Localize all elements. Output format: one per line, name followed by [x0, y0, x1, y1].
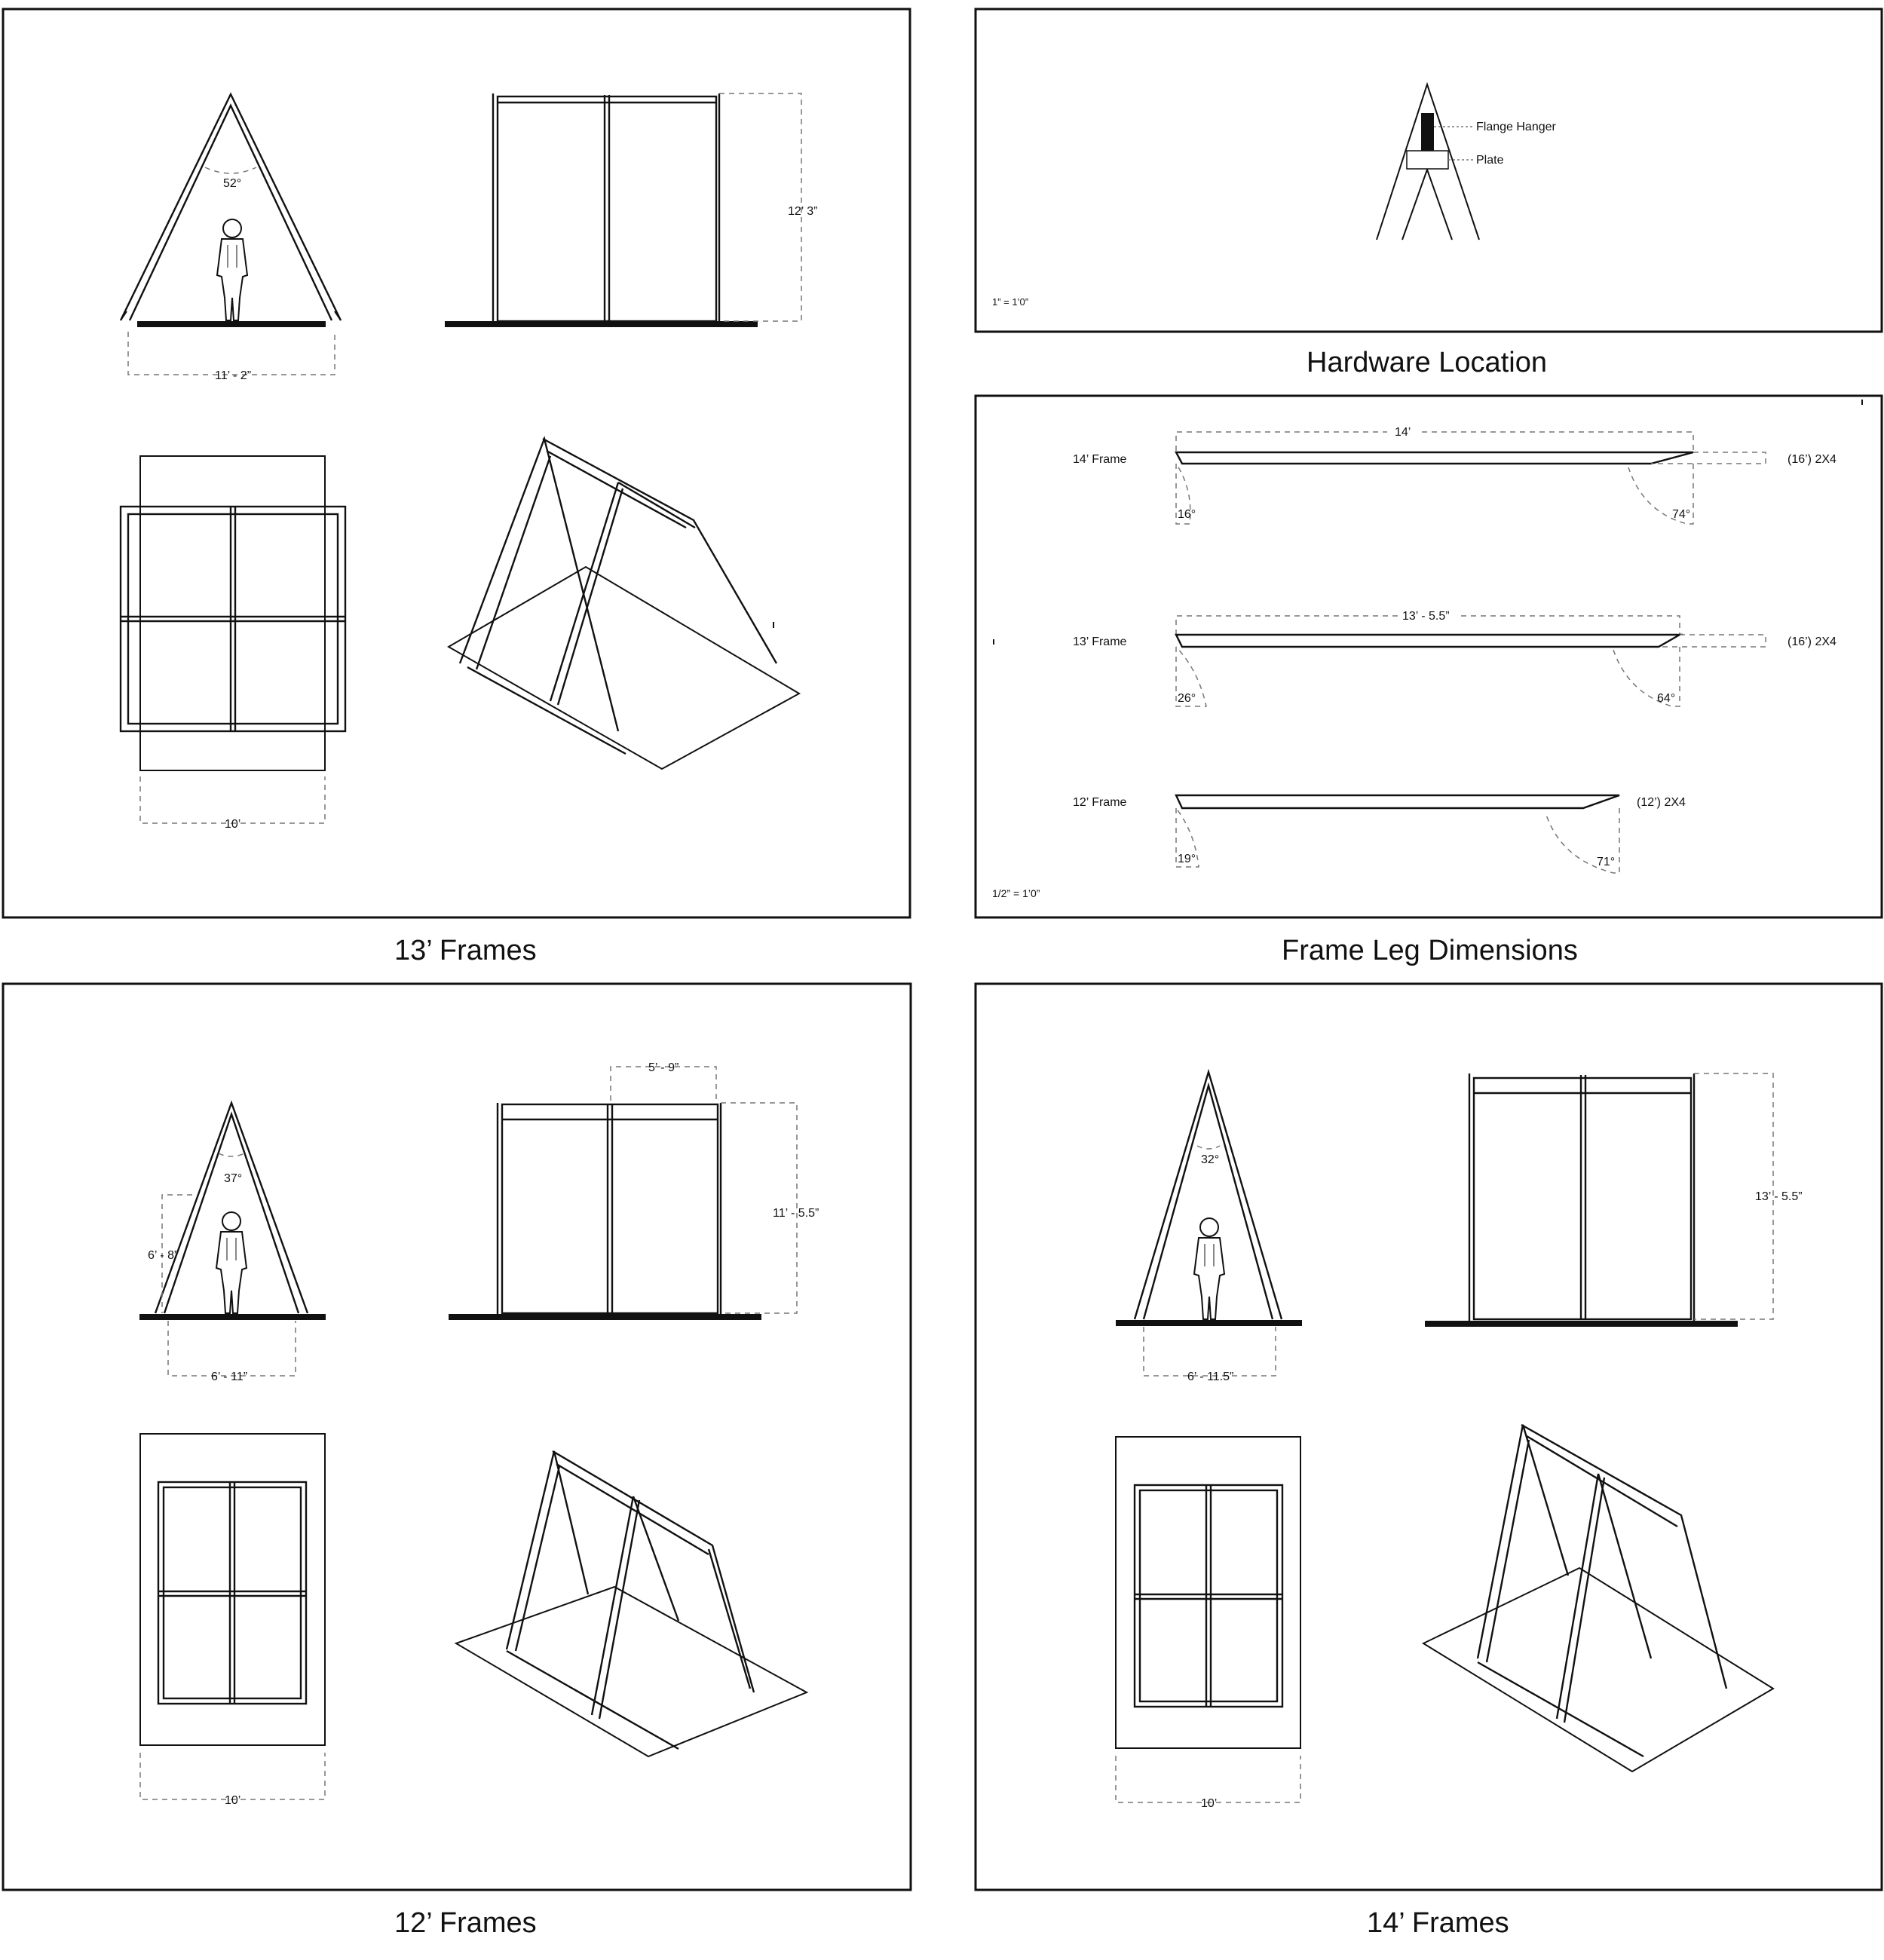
panel-border [3, 9, 910, 917]
leg-angle-right: 74° [1672, 508, 1691, 521]
plan-width-label: 10’ [225, 1794, 241, 1807]
panel-hardware-location [976, 9, 1882, 378]
leg-name: 14’ Frame [1073, 453, 1127, 466]
panel-caption: Frame Leg Dimensions [1282, 935, 1578, 966]
panel-caption: 14’ Frames [1367, 1907, 1509, 1939]
leg-stock: (16’) 2X4 [1788, 453, 1837, 466]
panel-caption: Hardware Location [1307, 347, 1547, 378]
panel-border [3, 984, 911, 1890]
panel-caption: 12’ Frames [394, 1907, 537, 1939]
base-width-label: 6’ - 11.5” [1187, 1370, 1234, 1383]
angle-label: 52° [223, 177, 242, 190]
scale-label: 1/2” = 1’0” [992, 887, 1040, 899]
leg-angle-left: 26° [1178, 692, 1196, 705]
panel-12-frames [3, 984, 911, 1939]
scale-label: 1” = 1’0” [992, 296, 1029, 308]
base-width-label: 11’ - 2” [215, 369, 252, 382]
leg-length: 14’ [1395, 426, 1411, 439]
panel-caption: 13’ Frames [394, 935, 537, 966]
panel-border [976, 984, 1882, 1890]
leg-length: 13’ - 5.5” [1402, 610, 1450, 623]
leg-angle-left: 16° [1178, 508, 1196, 521]
height-label: 12’ 3” [788, 205, 818, 218]
height-label: 13’ - 5.5” [1755, 1190, 1803, 1203]
leg-angle-left: 19° [1178, 853, 1196, 865]
angle-label: 37° [224, 1172, 243, 1185]
plate-block [1407, 151, 1448, 169]
leg-stock: (16’) 2X4 [1788, 635, 1837, 648]
plan-width-label: 10’ [1201, 1797, 1218, 1810]
leg-name: 12’ Frame [1073, 796, 1127, 809]
flange-hanger-label: Flange Hanger [1476, 121, 1556, 133]
panel-14-frames [976, 984, 1882, 1939]
base-width-label: 6’ - 11” [211, 1370, 248, 1383]
leg-stock: (12’) 2X4 [1637, 796, 1686, 809]
panel-frame-leg-dimensions [976, 396, 1882, 966]
panel-border [976, 9, 1882, 332]
bay-width-label: 5’ - 9” [648, 1061, 679, 1074]
panel-13-frames [3, 9, 910, 966]
leg-angle-right: 71° [1597, 856, 1616, 868]
angle-label: 32° [1201, 1153, 1220, 1166]
leg-angle-right: 64° [1657, 692, 1676, 705]
panel-border [976, 396, 1882, 917]
plan-width-label: 10’ [225, 818, 241, 831]
leg-name: 13’ Frame [1073, 635, 1127, 648]
door-height-label: 6’ - 8” [148, 1249, 179, 1262]
flange-hanger-block [1421, 113, 1434, 151]
plate-label: Plate [1476, 154, 1504, 167]
height-label: 11’ - 5.5” [773, 1207, 819, 1220]
